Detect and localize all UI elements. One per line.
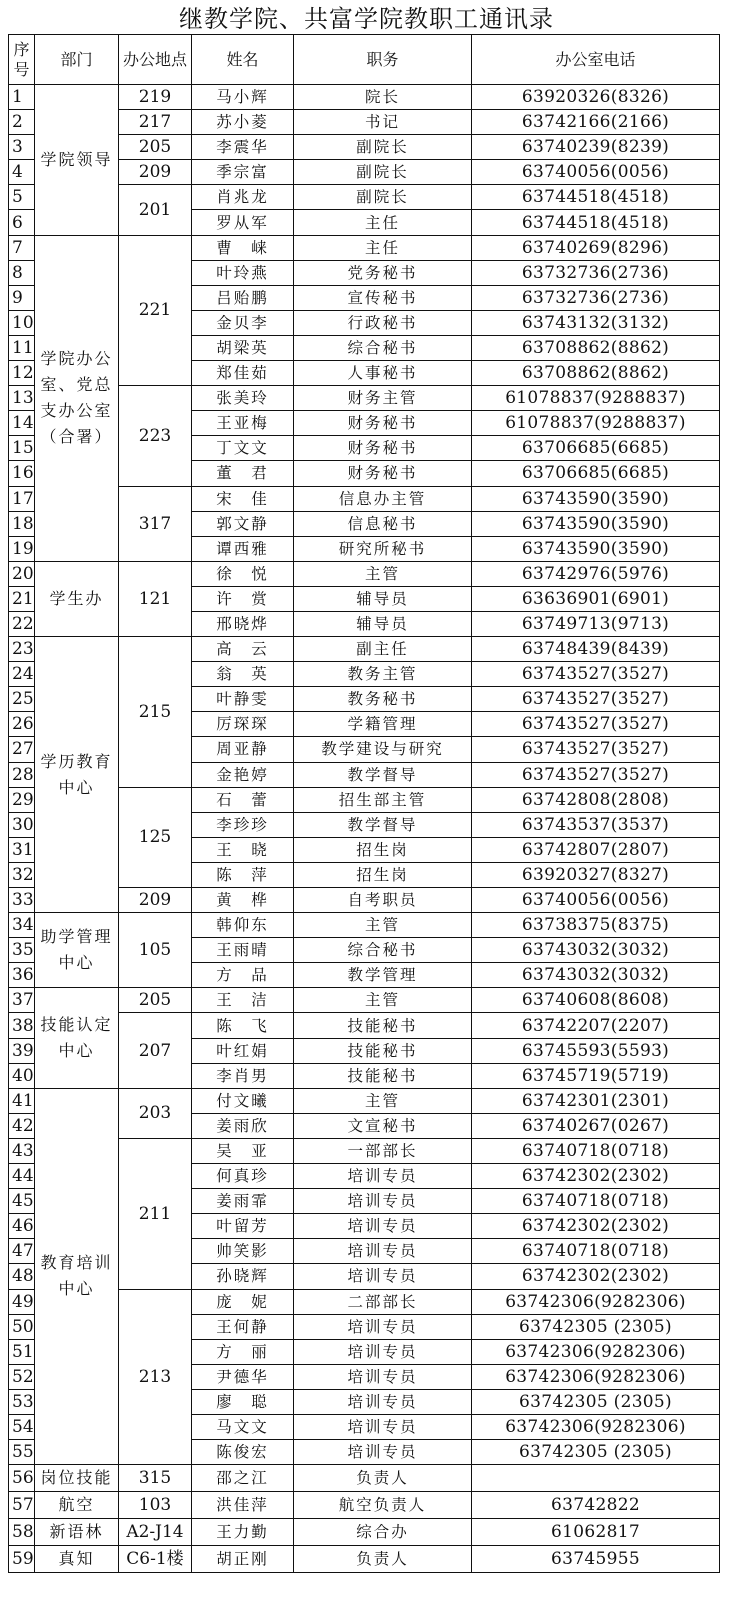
staff-name: 徐 悦 (192, 561, 294, 586)
row-seq: 50 (9, 1314, 35, 1339)
header-seq: 序号 (9, 35, 35, 85)
table-body (9, 85, 720, 1573)
staff-phone: 63743590(3590) (472, 486, 720, 511)
staff-phone: 63748439(8439) (472, 637, 720, 662)
staff-role: 培训专员 (294, 1440, 472, 1465)
staff-role: 培训专员 (294, 1339, 472, 1364)
staff-name: 宋 佳 (192, 486, 294, 511)
staff-role: 教学管理 (294, 963, 472, 988)
staff-role: 财务秘书 (294, 411, 472, 436)
staff-role: 招生岗 (294, 862, 472, 887)
table-row (9, 561, 720, 586)
staff-name: 方 品 (192, 963, 294, 988)
staff-phone: 63706685(6685) (472, 461, 720, 486)
row-seq: 34 (9, 913, 35, 938)
staff-role: 财务秘书 (294, 461, 472, 486)
staff-name: 金贝李 (192, 310, 294, 335)
header-row (9, 35, 720, 85)
staff-name: 庞 妮 (192, 1289, 294, 1314)
staff-name: 丁文文 (192, 436, 294, 461)
row-seq: 31 (9, 837, 35, 862)
staff-phone: 63743590(3590) (472, 511, 720, 536)
staff-phone: 63742306(9282306) (472, 1414, 720, 1439)
row-seq: 24 (9, 662, 35, 687)
staff-name: 董 君 (192, 461, 294, 486)
staff-name: 肖兆龙 (192, 185, 294, 210)
staff-name: 厉琛琛 (192, 712, 294, 737)
office-room-cell: 207 (119, 1013, 192, 1088)
staff-role: 二部部长 (294, 1289, 472, 1314)
staff-name: 李珍珍 (192, 812, 294, 837)
staff-role: 教学督导 (294, 812, 472, 837)
header-phone: 办公室电话 (472, 35, 720, 85)
staff-phone: 63742305 (2305) (472, 1440, 720, 1465)
staff-name: 高 云 (192, 637, 294, 662)
staff-role: 培训专员 (294, 1389, 472, 1414)
staff-name: 叶留芳 (192, 1214, 294, 1239)
staff-role: 宣传秘书 (294, 285, 472, 310)
staff-name: 谭西雅 (192, 536, 294, 561)
row-seq: 57 (9, 1492, 35, 1519)
row-seq: 55 (9, 1440, 35, 1465)
row-seq: 3 (9, 135, 35, 160)
staff-phone: 63743590(3590) (472, 536, 720, 561)
staff-phone: 63742302(2302) (472, 1264, 720, 1289)
staff-phone: 63745593(5593) (472, 1038, 720, 1063)
staff-name: 黄 桦 (192, 888, 294, 913)
department-cell: 教育培训中心 (35, 1088, 119, 1464)
row-seq: 9 (9, 285, 35, 310)
office-room-cell: 223 (119, 386, 192, 486)
staff-role: 技能秘书 (294, 1013, 472, 1038)
staff-name: 胡梁英 (192, 335, 294, 360)
staff-role: 航空负责人 (294, 1492, 472, 1519)
staff-name: 陈 飞 (192, 1013, 294, 1038)
row-seq: 33 (9, 888, 35, 913)
row-seq: 42 (9, 1113, 35, 1138)
staff-role: 信息秘书 (294, 511, 472, 536)
staff-role: 培训专员 (294, 1364, 472, 1389)
staff-name: 马小辉 (192, 85, 294, 110)
row-seq: 46 (9, 1214, 35, 1239)
department-cell: 学院办公室、党总支办公室（合署） (35, 235, 119, 561)
row-seq: 53 (9, 1389, 35, 1414)
row-seq: 38 (9, 1013, 35, 1038)
office-room-cell: A2-J14 (119, 1519, 192, 1546)
staff-phone: 63745719(5719) (472, 1063, 720, 1088)
row-seq: 30 (9, 812, 35, 837)
row-seq: 49 (9, 1289, 35, 1314)
staff-name: 王 洁 (192, 988, 294, 1013)
staff-role: 培训专员 (294, 1239, 472, 1264)
staff-name: 郑佳茹 (192, 361, 294, 386)
staff-role: 主管 (294, 913, 472, 938)
staff-name: 马文文 (192, 1414, 294, 1439)
row-seq: 12 (9, 361, 35, 386)
staff-name: 王何静 (192, 1314, 294, 1339)
row-seq: 39 (9, 1038, 35, 1063)
staff-role: 教学建设与研究 (294, 737, 472, 762)
staff-name: 曹 崃 (192, 235, 294, 260)
staff-role: 招生部主管 (294, 787, 472, 812)
table-row (9, 988, 720, 1013)
department-cell: 学院领导 (35, 85, 119, 236)
staff-role: 招生岗 (294, 837, 472, 862)
staff-role: 综合办 (294, 1519, 472, 1546)
staff-name: 张美玲 (192, 386, 294, 411)
staff-role: 副院长 (294, 135, 472, 160)
row-seq: 40 (9, 1063, 35, 1088)
staff-phone: 63749713(9713) (472, 611, 720, 636)
header-name: 姓名 (192, 35, 294, 85)
row-seq: 22 (9, 611, 35, 636)
staff-name: 孙晓辉 (192, 1264, 294, 1289)
row-seq: 11 (9, 335, 35, 360)
staff-name: 王力勤 (192, 1519, 294, 1546)
office-room-cell: 201 (119, 185, 192, 235)
header-role: 职务 (294, 35, 472, 85)
staff-role: 技能秘书 (294, 1038, 472, 1063)
row-seq: 15 (9, 436, 35, 461)
row-seq: 1 (9, 85, 35, 110)
table-row (9, 1546, 720, 1573)
staff-role: 技能秘书 (294, 1063, 472, 1088)
row-seq: 52 (9, 1364, 35, 1389)
staff-role: 辅导员 (294, 586, 472, 611)
row-seq: 20 (9, 561, 35, 586)
department-cell: 航空 (35, 1492, 119, 1519)
staff-role: 培训专员 (294, 1414, 472, 1439)
row-seq: 35 (9, 938, 35, 963)
department-cell: 学历教育中心 (35, 637, 119, 913)
row-seq: 2 (9, 110, 35, 135)
staff-role: 自考职员 (294, 888, 472, 913)
staff-phone: 63742306(9282306) (472, 1289, 720, 1314)
row-seq: 26 (9, 712, 35, 737)
staff-phone: 63742207(2207) (472, 1013, 720, 1038)
staff-name: 韩仰东 (192, 913, 294, 938)
row-seq: 19 (9, 536, 35, 561)
staff-phone: 63740269(8296) (472, 235, 720, 260)
staff-phone: 63708862(8862) (472, 335, 720, 360)
staff-name: 金艳婷 (192, 762, 294, 787)
staff-name: 王雨晴 (192, 938, 294, 963)
department-cell: 真知 (35, 1546, 119, 1573)
row-seq: 16 (9, 461, 35, 486)
department-cell: 学生办 (35, 561, 119, 636)
row-seq: 6 (9, 210, 35, 235)
row-seq: 28 (9, 762, 35, 787)
table-row (9, 913, 720, 938)
office-room-cell: 317 (119, 486, 192, 561)
row-seq: 5 (9, 185, 35, 210)
staff-phone: 63740608(8608) (472, 988, 720, 1013)
staff-phone: 63743527(3527) (472, 687, 720, 712)
row-seq: 56 (9, 1465, 35, 1492)
staff-phone (472, 1465, 720, 1492)
staff-phone: 63742166(2166) (472, 110, 720, 135)
table-row (9, 85, 720, 110)
row-seq: 37 (9, 988, 35, 1013)
row-seq: 54 (9, 1414, 35, 1439)
staff-role: 信息办主管 (294, 486, 472, 511)
staff-phone: 63742305 (2305) (472, 1389, 720, 1414)
staff-name: 周亚静 (192, 737, 294, 762)
row-seq: 23 (9, 637, 35, 662)
staff-phone: 63743032(3032) (472, 938, 720, 963)
department-cell: 技能认定中心 (35, 988, 119, 1088)
office-room-cell: 217 (119, 110, 192, 135)
staff-name: 叶静雯 (192, 687, 294, 712)
staff-name: 方 丽 (192, 1339, 294, 1364)
staff-name: 吴 亚 (192, 1138, 294, 1163)
office-room-cell: 215 (119, 637, 192, 788)
staff-phone: 63742808(2808) (472, 787, 720, 812)
staff-name: 石 蕾 (192, 787, 294, 812)
staff-phone: 63740718(0718) (472, 1138, 720, 1163)
staff-phone: 63744518(4518) (472, 185, 720, 210)
row-seq: 21 (9, 586, 35, 611)
staff-role: 副院长 (294, 185, 472, 210)
staff-role: 人事秘书 (294, 361, 472, 386)
staff-phone: 63742807(2807) (472, 837, 720, 862)
row-seq: 4 (9, 160, 35, 185)
header-room: 办公地点 (119, 35, 192, 85)
staff-role: 培训专员 (294, 1214, 472, 1239)
row-seq: 17 (9, 486, 35, 511)
staff-role: 教务主管 (294, 662, 472, 687)
staff-phone: 63920327(8327) (472, 862, 720, 887)
staff-role: 主任 (294, 210, 472, 235)
staff-role: 负责人 (294, 1465, 472, 1492)
row-seq: 18 (9, 511, 35, 536)
staff-phone: 63742305 (2305) (472, 1314, 720, 1339)
staff-role: 一部部长 (294, 1138, 472, 1163)
staff-role: 负责人 (294, 1546, 472, 1573)
staff-phone: 63742306(9282306) (472, 1339, 720, 1364)
staff-phone: 63740056(0056) (472, 160, 720, 185)
staff-name: 尹德华 (192, 1364, 294, 1389)
staff-role: 培训专员 (294, 1264, 472, 1289)
staff-phone: 63743527(3527) (472, 662, 720, 687)
row-seq: 10 (9, 310, 35, 335)
row-seq: 47 (9, 1239, 35, 1264)
row-seq: 43 (9, 1138, 35, 1163)
staff-role: 副主任 (294, 637, 472, 662)
staff-name: 邵之江 (192, 1465, 294, 1492)
staff-role: 培训专员 (294, 1189, 472, 1214)
staff-role: 主任 (294, 235, 472, 260)
staff-phone: 63920326(8326) (472, 85, 720, 110)
row-seq: 14 (9, 411, 35, 436)
staff-name: 苏小菱 (192, 110, 294, 135)
staff-phone: 63743527(3527) (472, 712, 720, 737)
row-seq: 45 (9, 1189, 35, 1214)
staff-role: 综合秘书 (294, 335, 472, 360)
row-seq: 48 (9, 1264, 35, 1289)
staff-name: 罗从军 (192, 210, 294, 235)
staff-name: 帅笑影 (192, 1239, 294, 1264)
staff-phone: 63743032(3032) (472, 963, 720, 988)
staff-name: 廖 聪 (192, 1389, 294, 1414)
staff-name: 胡正刚 (192, 1546, 294, 1573)
office-room-cell: 211 (119, 1138, 192, 1289)
staff-name: 许 赏 (192, 586, 294, 611)
staff-name: 邢晓烨 (192, 611, 294, 636)
staff-role: 党务秘书 (294, 260, 472, 285)
staff-role: 综合秘书 (294, 938, 472, 963)
staff-role: 主管 (294, 988, 472, 1013)
staff-role: 主管 (294, 561, 472, 586)
staff-phone: 63740056(0056) (472, 888, 720, 913)
staff-phone: 63742822 (472, 1492, 720, 1519)
staff-role: 行政秘书 (294, 310, 472, 335)
office-room-cell: 105 (119, 913, 192, 988)
staff-name: 付文曦 (192, 1088, 294, 1113)
staff-name: 陈 萍 (192, 862, 294, 887)
staff-phone: 63742306(9282306) (472, 1364, 720, 1389)
staff-role: 文宣秘书 (294, 1113, 472, 1138)
staff-role: 教务秘书 (294, 687, 472, 712)
office-room-cell: 315 (119, 1465, 192, 1492)
staff-phone: 63738375(8375) (472, 913, 720, 938)
table-row (9, 1088, 720, 1113)
staff-role: 书记 (294, 110, 472, 135)
staff-role: 副院长 (294, 160, 472, 185)
row-seq: 59 (9, 1546, 35, 1573)
staff-phone: 63740718(0718) (472, 1189, 720, 1214)
staff-role: 财务主管 (294, 386, 472, 411)
row-seq: 25 (9, 687, 35, 712)
staff-role: 院长 (294, 85, 472, 110)
staff-phone: 63743132(3132) (472, 310, 720, 335)
staff-role: 培训专员 (294, 1164, 472, 1189)
row-seq: 36 (9, 963, 35, 988)
table-row (9, 1519, 720, 1546)
staff-name: 陈俊宏 (192, 1440, 294, 1465)
row-seq: 58 (9, 1519, 35, 1546)
staff-phone: 63732736(2736) (472, 285, 720, 310)
row-seq: 41 (9, 1088, 35, 1113)
office-room-cell: 121 (119, 561, 192, 636)
row-seq: 27 (9, 737, 35, 762)
row-seq: 44 (9, 1164, 35, 1189)
row-seq: 13 (9, 386, 35, 411)
staff-name: 季宗富 (192, 160, 294, 185)
staff-phone: 63708862(8862) (472, 361, 720, 386)
staff-phone: 63742302(2302) (472, 1164, 720, 1189)
row-seq: 29 (9, 787, 35, 812)
staff-name: 李震华 (192, 135, 294, 160)
office-room-cell: 125 (119, 787, 192, 887)
staff-phone: 63744518(4518) (472, 210, 720, 235)
office-room-cell: 205 (119, 988, 192, 1013)
staff-phone: 63745955 (472, 1546, 720, 1573)
staff-role: 辅导员 (294, 611, 472, 636)
staff-role: 教学督导 (294, 762, 472, 787)
staff-phone: 63732736(2736) (472, 260, 720, 285)
staff-name: 洪佳萍 (192, 1492, 294, 1519)
staff-phone: 63740267(0267) (472, 1113, 720, 1138)
staff-name: 王 晓 (192, 837, 294, 862)
staff-role: 学籍管理 (294, 712, 472, 737)
table-row (9, 637, 720, 662)
table-row (9, 235, 720, 260)
office-room-cell: 219 (119, 85, 192, 110)
department-cell: 岗位技能 (35, 1465, 119, 1492)
staff-role: 主管 (294, 1088, 472, 1113)
row-seq: 8 (9, 260, 35, 285)
contact-table (8, 34, 720, 1573)
staff-name: 叶玲燕 (192, 260, 294, 285)
page-title: 继教学院、共富学院教职工通讯录 (179, 5, 554, 33)
staff-phone: 63743527(3527) (472, 762, 720, 787)
office-room-cell: 209 (119, 888, 192, 913)
staff-phone: 61062817 (472, 1519, 720, 1546)
office-room-cell: 221 (119, 235, 192, 386)
row-seq: 7 (9, 235, 35, 260)
office-room-cell: 203 (119, 1088, 192, 1138)
staff-phone: 63706685(6685) (472, 436, 720, 461)
staff-name: 吕贻鹏 (192, 285, 294, 310)
department-cell: 新语林 (35, 1519, 119, 1546)
row-seq: 32 (9, 862, 35, 887)
staff-name: 翁 英 (192, 662, 294, 687)
office-room-cell: 209 (119, 160, 192, 185)
staff-phone: 61078837(9288837) (472, 411, 720, 436)
staff-phone: 63743527(3527) (472, 737, 720, 762)
staff-name: 王亚梅 (192, 411, 294, 436)
row-seq: 51 (9, 1339, 35, 1364)
staff-phone: 63636901(6901) (472, 586, 720, 611)
office-room-cell: C6-1楼 (119, 1546, 192, 1573)
staff-phone: 63743537(3537) (472, 812, 720, 837)
staff-phone: 63742301(2301) (472, 1088, 720, 1113)
staff-role: 财务秘书 (294, 436, 472, 461)
department-cell: 助学管理中心 (35, 913, 119, 988)
staff-name: 姜雨霏 (192, 1189, 294, 1214)
staff-name: 叶红娟 (192, 1038, 294, 1063)
office-room-cell: 205 (119, 135, 192, 160)
staff-phone: 63742976(5976) (472, 561, 720, 586)
staff-name: 姜雨欣 (192, 1113, 294, 1138)
staff-phone: 63740718(0718) (472, 1239, 720, 1264)
office-room-cell: 103 (119, 1492, 192, 1519)
staff-name: 何真珍 (192, 1164, 294, 1189)
staff-name: 李肖男 (192, 1063, 294, 1088)
office-room-cell: 213 (119, 1289, 192, 1465)
staff-role: 培训专员 (294, 1314, 472, 1339)
staff-role: 研究所秘书 (294, 536, 472, 561)
table-row (9, 1465, 720, 1492)
staff-phone: 63740239(8239) (472, 135, 720, 160)
staff-phone: 63742302(2302) (472, 1214, 720, 1239)
header-dept: 部门 (35, 35, 119, 85)
staff-phone: 61078837(9288837) (472, 386, 720, 411)
table-row (9, 1492, 720, 1519)
staff-name: 郭文静 (192, 511, 294, 536)
